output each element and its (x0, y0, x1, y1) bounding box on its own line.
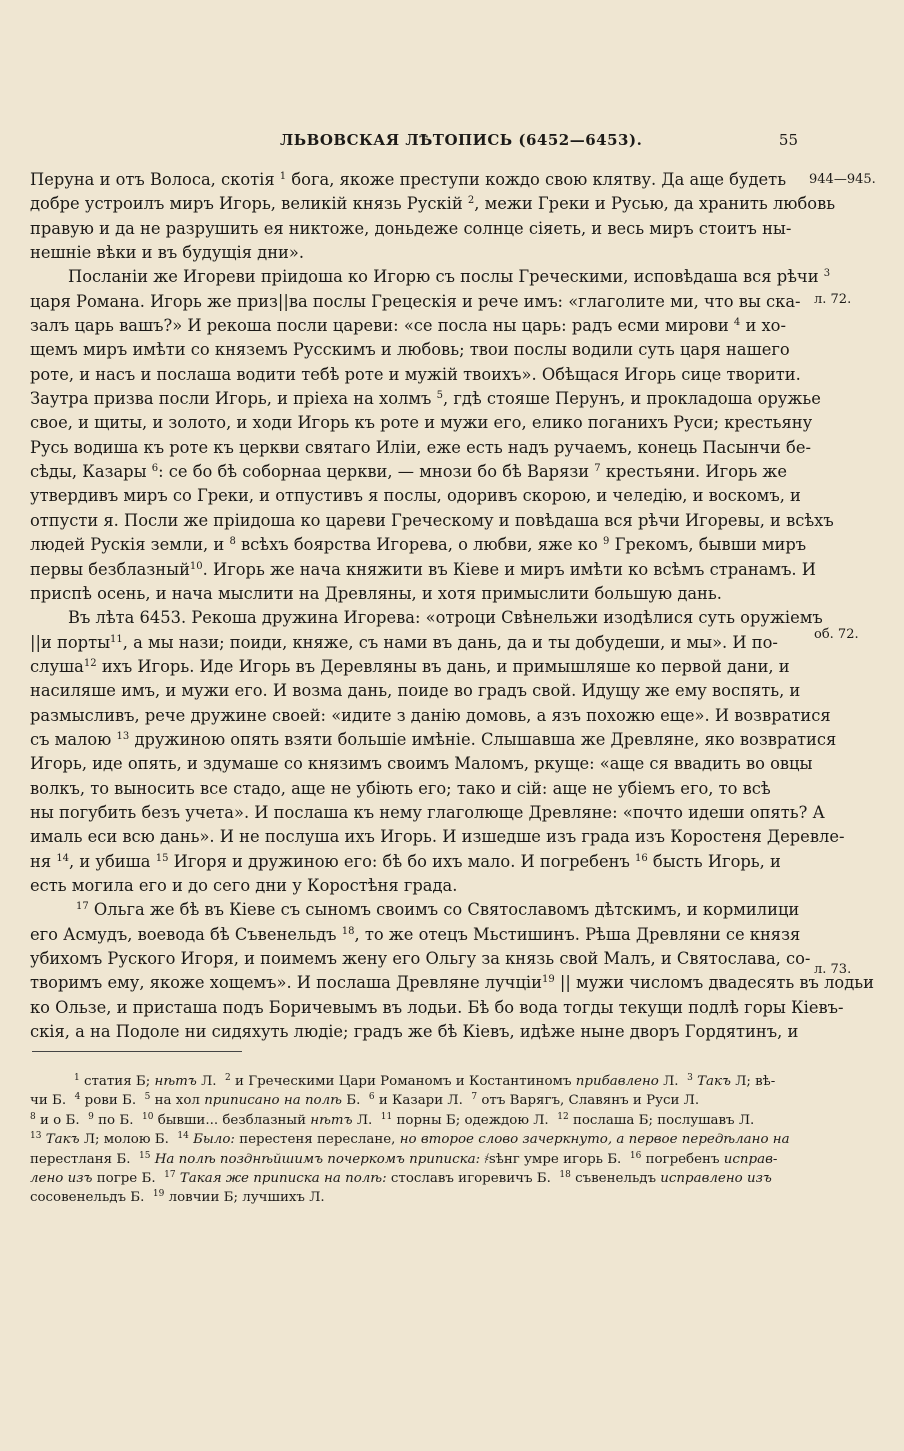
text-line: ко Ользе, и присташа подъ Боричевымъ въ лодьи. Бѣ бо вода тогды текущи подлѣ горы Кіевъ- (30, 997, 844, 1017)
text-line: Игорь, иде опять, и здумаше со князимъ своимъ Маломъ, ркуще: «аще ся ввадить во овцы (30, 754, 813, 774)
text-line: Посланіи же Игореви пріидоша ко Игорю съ послы Греческими, исповѣдаша вся рѣчи $^3$ (68, 267, 831, 287)
text-line: нешніе вѣки и въ будущія дни». (30, 243, 305, 263)
text-line: первы безблазный$^{10}$. Игорь же нача княжити въ Кіеве и миръ имѣти ко всѣмъ странамъ. И (30, 559, 816, 579)
text-line: Заутра призва посли Игорь, и пріеха на холмъ $^5$, гдѣ стояше Перунъ, и прокладоша оружье (30, 389, 821, 409)
text-line: царя Романа. Игорь же приз||ва послы Грецескія и рече имъ: «глаголите ми, что вы ска- (30, 291, 801, 311)
text-line: залъ царь вашъ?» И рекоша посли цареви: «се посла ны царь: радъ есми мирови $^4$ и хо- (30, 316, 786, 336)
text-line: его Асмудъ, воевода бѣ Съвенельдъ $^{18}$, то же отецъ Мьстишинъ. Рѣша Древляни се князя (30, 924, 801, 944)
margin-leaf-72: л. 72. (814, 292, 852, 307)
footnote-line: лено изъ погре Б. $^{17}$ Такая же приписка на полѣ: стославъ игоревичъ Б. $^{18}$ съвенельдъ исправлено изъ (30, 1169, 772, 1186)
footnote-line: $^1$ статия Б; нѣтъ Л. $^2$ и Греческими Цари Романомъ и Костантиномъ прибавлено Л. $^3$ Такъ Л; вѣ- (74, 1073, 776, 1089)
footnote-line: $^8$ и о Б. $^9$ по Б. $^{10}$ бывши... безблазный нѣтъ Л. $^{11}$ порны Б; одеждою Л. $^{12}$ послаша Б; послушавъ Л. (30, 1111, 755, 1128)
footnote-line: перестланя Б. $^{15}$ На полѣ позднѣйшимъ почеркомъ приписка: ҂sѣнг умре игорь Б. $^{16}$ погребенъ исправ- (30, 1150, 778, 1167)
text-line: есть могила его и до сего дни у Коростѣня града. (30, 875, 458, 895)
text-line: Въ лѣта 6453. Рекоша дружина Игорева: «отроци Свѣнельжи изодѣлися суть оружіемъ (68, 608, 823, 628)
text-line: убихомъ Руского Игоря, и поимемъ жену его Ольгу за князь свой Малъ, и Святослава, со- (30, 949, 811, 968)
margin-leaf-72-verso: об. 72. (814, 627, 859, 642)
text-line: творимъ ему, якоже хощемъ». И послаша Древляне лучціи$^{19}$ || мужи числомъ двадесять въ лодьи (30, 973, 874, 993)
text-line: свое, и щиты, и золото, и ходи Игорь къ роте и мужи его, елико поганихъ Руси; крестьяну (30, 413, 813, 433)
text-line: насиляше имъ, и мужи его. И возма дань, поиде во градъ свой. Идущу же ему воспять, и (30, 681, 801, 701)
running-header (30, 131, 798, 155)
text-line: Русь водиша къ роте къ церкви святаго Иліи, еже есть надъ ручаемъ, конець Пасынчи бе- (30, 437, 811, 457)
running-title: ЛЬВОВСКАЯ ЛѢТОПИСЬ (6452—6453). (280, 131, 643, 149)
text-line: ны погубить безъ учета». И послаша къ нему глаголюще Древляне: «почто идеши опять? А (30, 802, 825, 822)
footnote-line: $^{13}$ Такъ Л; молою Б. $^{14}$ Было: перестеня переслане, но второе слово зачеркнуто, а первое передѣлано на (30, 1131, 790, 1148)
text-line: $^{17}$ Ольга же бѣ въ Кіеве съ сыномъ своимъ со Святославомъ дѣтскимъ, и кормилици (76, 900, 800, 920)
text-line: отпусти я. Посли же пріидоша ко цареви Греческому и повѣдаша вся рѣчи Игоревы, и всѣхъ (30, 510, 834, 530)
text-line: утвердивъ миръ со Греки, и отпустивъ я послы, одоривъ скорою, и челедію, и воскомъ, и (30, 486, 801, 506)
text-line: скія, а на Подоле ни сидяхуть людіе; градъ же бѣ Кіевъ, идѣже ныне дворъ Гордятинъ, и (30, 1022, 799, 1042)
text-line: щемъ миръ имѣти со княземъ Русскимъ и любовь; твои послы водили суть царя нашего (30, 340, 790, 360)
text-line: ималь еси всю дань». И не послуша ихъ Игорь. И изшедше изъ града изъ Коростеня Деревле- (30, 827, 845, 847)
footnote-divider (32, 1051, 242, 1052)
text-line: приспѣ осень, и нача мыслити на Древляны, и хотя примыслити большую дань. (30, 583, 722, 603)
text-line: ||и порты$^{11}$, а мы нази; поиди, княже, съ нами въ дань, да и ты добудеши, и мы». И по- (30, 632, 778, 652)
text-line: волкъ, то выносить все стадо, аще не убіють его; тако и сій: аще не убіемъ его, то всѣ (30, 778, 771, 798)
text-line: слуша$^{12}$ ихъ Игорь. Иде Игорь въ Деревляны въ дань, и примышляше ко первой дани, и (30, 656, 790, 676)
footnote-line: чи Б. $^4$ рови Б. $^5$ на хол приписано на полѣ Б. $^6$ и Казари Л. $^7$ отъ Варягъ, Славянъ и Руси Л. (30, 1092, 700, 1109)
footnotes (30, 1072, 810, 1208)
footnote-line: сосовенельдъ Б. $^{19}$ ловчии Б; лучшихъ Л. (30, 1189, 325, 1206)
text-line: людей Рускія земли, и $^8$ всѣхъ боярства Игорева, о любви, яже ко $^9$ Грекомъ, бывши миръ (30, 535, 807, 555)
text-line: добре устроилъ миръ Игорь, великій князь Рускій $^2$, межи Греки и Русью, да хранить любовь (30, 194, 836, 214)
text-line: правую и да не разрушить ея никтоже, доньдеже солнце сіяеть, и весь миръ стоитъ ны- (30, 218, 792, 238)
text-line: роте, и насъ и послаша водити тебѣ роте и мужій твоихъ». Обѣщася Игорь сице творити. (30, 364, 801, 384)
text-line: размысливъ, рече дружине своей: «идите з данію домовь, а язъ похожю еще». И возвратися (30, 705, 831, 725)
text-line: Перуна и отъ Волоса, скотія $^1$ бога, якоже преступи кождо свою клятву. Да аще будеть (30, 170, 787, 189)
text-line: съ малою $^{13}$ дружиною опять взяти большіе имѣніе. Слышавша же Древляне, яко возвратися (30, 729, 837, 749)
margin-leaf-73: л. 73. (814, 962, 852, 977)
text-line: ня $^{14}$, и убиша $^{15}$ Игоря и дружиною его: бѣ бо ихъ мало. И погребенъ $^{16}$ бысть Игорь, и (30, 851, 781, 871)
margin-years: 944—945. (809, 172, 876, 187)
page-number: 55 (778, 131, 798, 149)
text-line: сѣды, Казары $^6$: се бо бѣ соборнаа церкви, — мнози бо бѣ Варязи $^7$ крестьяни. Игорь же (30, 462, 787, 482)
